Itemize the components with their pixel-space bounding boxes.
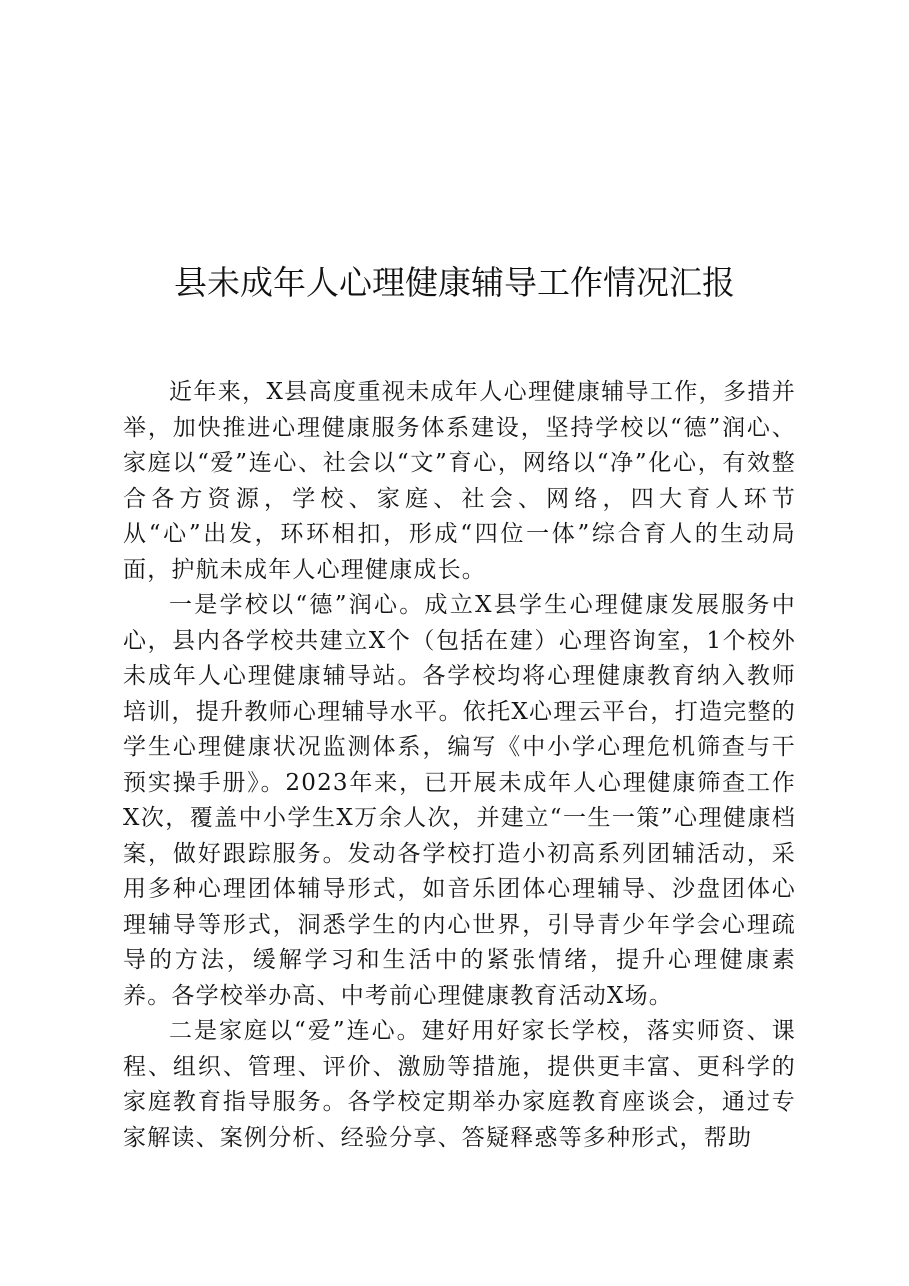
paragraph-family: 二是家庭以“爱”连心。建好用好家长学校，落实师资、课程、组织、管理、评价、激励等措施，提供更丰富、更科学的家庭教育指导服务。各学校定期举办家庭教育座谈会，通过专家解读、案例分析、经验分享、答疑释惑等多种形式，帮助 bbox=[123, 1018, 796, 1151]
paragraph-intro: 近年来，X县高度重视未成年人心理健康辅导工作，多措并举，加快推进心理健康服务体系建设，坚持学校以“德”润心、家庭以“爱”连心、社会以“文”育心，网络以“净”化心，有效整合各方资源，学校、家庭、社会、网络，四大育人环节从“心”出发，环环相扣，形成“四位一体”综合育人的生动局面，护航未成年人心理健康成长。 bbox=[123, 379, 796, 583]
paragraph-school: 一是学校以“德”润心。成立X县学生心理健康发展服务中心，县内各学校共建立X个（包括在建）心理咨询室，1个校外未成年人心理健康辅导站。各学校均将心理健康教育纳入教师培训，提升教师心理辅导水平。依托X心理云平台，打造完整的学生心理健康状况监测体系，编写《中小学心理危机筛查与干预实操手册》。2023年来，已开展未成年人心理健康筛查工作X次，覆盖中小学生X万余人次，并建立“一生一策”心理健康档案，做好跟踪服务。发动各学校打造小初高系列团辅活动，采用多种心理团体辅导形式，如音乐团体心理辅导、沙盘团体心理辅导等形式，洞悉学生的内心世界，引导青少年学会心理疏导的方法，缓解学习和生活中的紧张情绪，提升心理健康素养。各学校举办高、中考前心理健康教育活动X场。 bbox=[123, 592, 796, 1009]
document-title: 县未成年人心理健康辅导工作情况汇报 bbox=[174, 263, 735, 302]
document-body bbox=[123, 375, 796, 1156]
